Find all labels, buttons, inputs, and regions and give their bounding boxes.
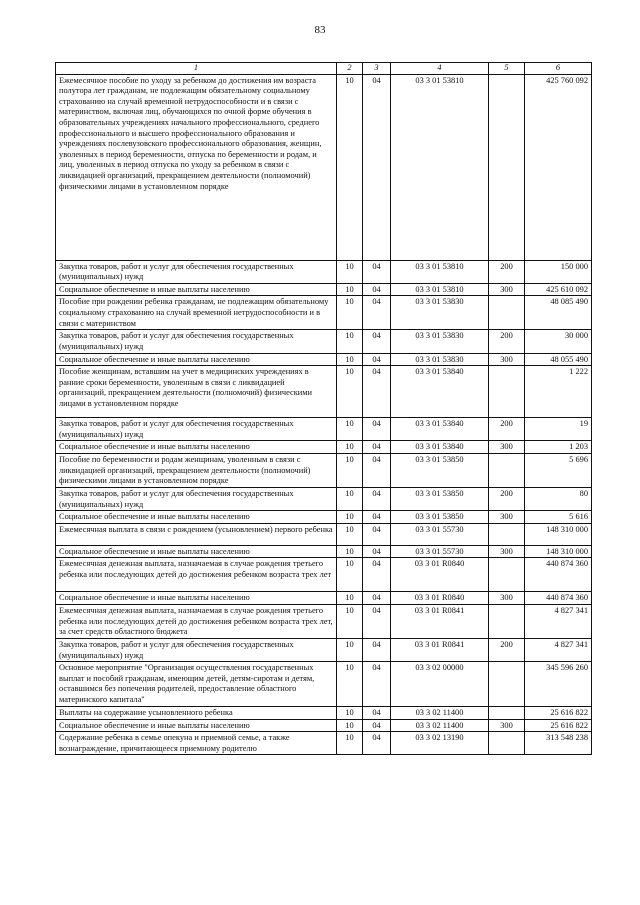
target-article-cell: 03 3 01 55730 <box>391 545 489 558</box>
subsection-cell: 04 <box>363 511 391 524</box>
section-cell: 10 <box>337 719 363 732</box>
expense-type-cell: 300 <box>489 441 525 454</box>
amount-cell: 440 874 360 <box>525 592 592 605</box>
section-cell: 10 <box>337 511 363 524</box>
row-name-cell: Ежемесячная денежная выплата, назначаемая в случае рождения третьего ребенка или последующих детей до достижения ребенком возраста трех лет, за счет средств областного бюджета <box>56 604 337 638</box>
amount-cell: 30 000 <box>525 330 592 353</box>
amount-cell: 19 <box>525 418 592 441</box>
row-name-cell: Социальное обеспечение и иные выплаты населению <box>56 353 337 366</box>
expense-type-cell <box>489 707 525 720</box>
subsection-cell: 04 <box>363 441 391 454</box>
table-row <box>56 453 592 487</box>
expense-type-cell: 200 <box>489 330 525 353</box>
row-name-cell: Закупка товаров, работ и услуг для обеспечения государственных (муниципальных) нужд <box>56 330 337 353</box>
subsection-cell: 04 <box>363 487 391 510</box>
section-cell: 10 <box>337 296 363 330</box>
expense-type-cell: 300 <box>489 283 525 296</box>
amount-cell: 440 874 360 <box>525 558 592 592</box>
target-article-cell: 03 3 01 53810 <box>391 260 489 283</box>
table-row <box>56 260 592 283</box>
amount-cell: 345 596 260 <box>525 662 592 707</box>
column-number-row <box>56 63 592 75</box>
row-name-cell: Ежемесячная выплата в связи с рождением (усыновлением) первого ребенка <box>56 523 337 545</box>
table-row <box>56 604 592 638</box>
expense-type-cell <box>489 74 525 260</box>
section-cell: 10 <box>337 523 363 545</box>
target-article-cell: 03 3 01 55730 <box>391 523 489 545</box>
expense-type-cell <box>489 453 525 487</box>
row-name-cell: Социальное обеспечение и иные выплаты населению <box>56 283 337 296</box>
row-name-cell: Социальное обеспечение и иные выплаты населению <box>56 511 337 524</box>
table-row <box>56 511 592 524</box>
row-name-cell: Пособие по беременности и родам женщинам, уволенным в связи с ликвидацией организаций, прекращением деятельности (полномочий) физическими лицами в установленном порядке <box>56 453 337 487</box>
expense-type-cell <box>489 296 525 330</box>
section-cell: 10 <box>337 418 363 441</box>
target-article-cell: 03 3 01 53830 <box>391 330 489 353</box>
table-row <box>56 366 592 418</box>
amount-cell: 48 085 490 <box>525 296 592 330</box>
target-article-cell: 03 3 01 53850 <box>391 453 489 487</box>
target-article-cell: 03 3 01 53850 <box>391 487 489 510</box>
target-article-cell: 03 3 02 11400 <box>391 707 489 720</box>
amount-cell: 4 827 341 <box>525 638 592 661</box>
expense-type-cell: 200 <box>489 260 525 283</box>
column-header: 3 <box>363 63 391 75</box>
table-row <box>56 296 592 330</box>
amount-cell: 1 222 <box>525 366 592 418</box>
row-name-cell: Закупка товаров, работ и услуг для обеспечения государственных (муниципальных) нужд <box>56 487 337 510</box>
amount-cell: 4 827 341 <box>525 604 592 638</box>
section-cell: 10 <box>337 453 363 487</box>
amount-cell: 25 616 822 <box>525 707 592 720</box>
column-header: 2 <box>337 63 363 75</box>
section-cell: 10 <box>337 707 363 720</box>
expense-type-cell: 300 <box>489 511 525 524</box>
row-name-cell: Закупка товаров, работ и услуг для обеспечения государственных (муниципальных) нужд <box>56 418 337 441</box>
subsection-cell: 04 <box>363 74 391 260</box>
table-row <box>56 707 592 720</box>
expense-type-cell: 200 <box>489 638 525 661</box>
section-cell: 10 <box>337 487 363 510</box>
subsection-cell: 04 <box>363 707 391 720</box>
subsection-cell: 04 <box>363 662 391 707</box>
subsection-cell: 04 <box>363 592 391 605</box>
row-name-cell: Содержание ребенка в семье опекуна и приемной семье, а также вознаграждение, причитающееся приемному родителю <box>56 732 337 755</box>
section-cell: 10 <box>337 558 363 592</box>
section-cell: 10 <box>337 74 363 260</box>
section-cell: 10 <box>337 545 363 558</box>
row-name-cell: Закупка товаров, работ и услуг для обеспечения государственных (муниципальных) нужд <box>56 260 337 283</box>
column-header: 4 <box>391 63 489 75</box>
column-header: 5 <box>489 63 525 75</box>
expense-type-cell <box>489 662 525 707</box>
table-row <box>56 487 592 510</box>
expense-type-cell <box>489 604 525 638</box>
target-article-cell: 03 3 01 53810 <box>391 74 489 260</box>
row-name-cell: Социальное обеспечение и иные выплаты населению <box>56 719 337 732</box>
table-row <box>56 283 592 296</box>
target-article-cell: 03 3 01 R0840 <box>391 592 489 605</box>
table-row <box>56 523 592 545</box>
table-row <box>56 441 592 454</box>
section-cell: 10 <box>337 732 363 755</box>
subsection-cell: 04 <box>363 545 391 558</box>
target-article-cell: 03 3 01 R0840 <box>391 558 489 592</box>
row-name-cell: Закупка товаров, работ и услуг для обеспечения государственных (муниципальных) нужд <box>56 638 337 661</box>
table-row <box>56 418 592 441</box>
table-row <box>56 330 592 353</box>
section-cell: 10 <box>337 592 363 605</box>
section-cell: 10 <box>337 260 363 283</box>
expense-type-cell <box>489 732 525 755</box>
subsection-cell: 04 <box>363 558 391 592</box>
amount-cell: 148 310 000 <box>525 545 592 558</box>
subsection-cell: 04 <box>363 418 391 441</box>
table-row <box>56 74 592 260</box>
expense-type-cell <box>489 523 525 545</box>
subsection-cell: 04 <box>363 523 391 545</box>
target-article-cell: 03 3 02 11400 <box>391 719 489 732</box>
column-header: 1 <box>56 63 337 75</box>
row-name-cell: Выплаты на содержание усыновленного ребенка <box>56 707 337 720</box>
target-article-cell: 03 3 01 R0841 <box>391 604 489 638</box>
target-article-cell: 03 3 01 53850 <box>391 511 489 524</box>
target-article-cell: 03 3 01 53840 <box>391 441 489 454</box>
section-cell: 10 <box>337 662 363 707</box>
section-cell: 10 <box>337 604 363 638</box>
subsection-cell: 04 <box>363 719 391 732</box>
amount-cell: 313 548 238 <box>525 732 592 755</box>
amount-cell: 425 760 092 <box>525 74 592 260</box>
section-cell: 10 <box>337 283 363 296</box>
row-name-cell: Ежемесячное пособие по уходу за ребенком до достижения им возраста полутора лет гражданам, не подлежащим обязательному социальному страхованию на случай временной нетрудоспособности и в связи с материнством, включая лиц, обучающихся по очной форме обучения в образовательных учреждениях начального профессионального, среднего профессионального и высшего профессионального образования и учреждениях послевузовского профессионального образования, женщин, уволенных в период беременности, отпуска по беременности и родам, и лиц, уволенных в период отпуска по уходу за ребенком в связи с ликвидацией организаций, прекращением деятельности (полномочий) физическими лицами в установленном порядке <box>56 74 337 260</box>
expense-type-cell: 200 <box>489 418 525 441</box>
subsection-cell: 04 <box>363 353 391 366</box>
row-name-cell: Пособие при рождении ребенка гражданам, не подлежащим обязательному социальному страхованию на случай временной нетрудоспособности и в связи с материнством <box>56 296 337 330</box>
amount-cell: 150 000 <box>525 260 592 283</box>
subsection-cell: 04 <box>363 283 391 296</box>
target-article-cell: 03 3 01 53840 <box>391 366 489 418</box>
amount-cell: 5 696 <box>525 453 592 487</box>
row-name-cell: Пособие женщинам, вставшим на учет в медицинских учреждениях в ранние сроки беременности, уволенным в связи с ликвидацией организаций, прекращением деятельности (полномочий) физическими лицами в установленном порядке <box>56 366 337 418</box>
subsection-cell: 04 <box>363 260 391 283</box>
amount-cell: 48 055 490 <box>525 353 592 366</box>
table-row <box>56 662 592 707</box>
expense-type-cell: 300 <box>489 592 525 605</box>
table-row <box>56 592 592 605</box>
target-article-cell: 03 3 01 53810 <box>391 283 489 296</box>
section-cell: 10 <box>337 330 363 353</box>
amount-cell: 5 616 <box>525 511 592 524</box>
target-article-cell: 03 3 01 53830 <box>391 353 489 366</box>
section-cell: 10 <box>337 366 363 418</box>
target-article-cell: 03 3 01 R0841 <box>391 638 489 661</box>
target-article-cell: 03 3 02 00000 <box>391 662 489 707</box>
subsection-cell: 04 <box>363 366 391 418</box>
amount-cell: 1 203 <box>525 441 592 454</box>
target-article-cell: 03 3 02 13190 <box>391 732 489 755</box>
amount-cell: 25 616 822 <box>525 719 592 732</box>
table-row <box>56 545 592 558</box>
table-row <box>56 558 592 592</box>
section-cell: 10 <box>337 353 363 366</box>
row-name-cell: Основное мероприятие "Организация осуществления государственных выплат и пособий гражданам, имеющим детей, детям-сиротам и детям, оставшимся без попечения родителей, предоставление областного материнского капитала" <box>56 662 337 707</box>
subsection-cell: 04 <box>363 330 391 353</box>
column-header: 6 <box>525 63 592 75</box>
subsection-cell: 04 <box>363 453 391 487</box>
table-row <box>56 732 592 755</box>
table-row <box>56 719 592 732</box>
expense-type-cell: 200 <box>489 487 525 510</box>
page-number: 83 <box>314 24 326 36</box>
subsection-cell: 04 <box>363 296 391 330</box>
table-row <box>56 638 592 661</box>
budget-table <box>55 62 592 755</box>
subsection-cell: 04 <box>363 604 391 638</box>
row-name-cell: Социальное обеспечение и иные выплаты населению <box>56 592 337 605</box>
row-name-cell: Ежемесячная денежная выплата, назначаемая в случае рождения третьего ребенка или последующих детей до достижения ребенком возраста трех лет <box>56 558 337 592</box>
expense-type-cell <box>489 558 525 592</box>
subsection-cell: 04 <box>363 732 391 755</box>
expense-type-cell: 300 <box>489 353 525 366</box>
row-name-cell: Социальное обеспечение и иные выплаты населению <box>56 545 337 558</box>
row-name-cell: Социальное обеспечение и иные выплаты населению <box>56 441 337 454</box>
table-row <box>56 353 592 366</box>
expense-type-cell: 300 <box>489 545 525 558</box>
target-article-cell: 03 3 01 53830 <box>391 296 489 330</box>
expense-type-cell: 300 <box>489 719 525 732</box>
amount-cell: 425 610 092 <box>525 283 592 296</box>
target-article-cell: 03 3 01 53840 <box>391 418 489 441</box>
expense-type-cell <box>489 366 525 418</box>
section-cell: 10 <box>337 638 363 661</box>
amount-cell: 148 310 000 <box>525 523 592 545</box>
section-cell: 10 <box>337 441 363 454</box>
amount-cell: 80 <box>525 487 592 510</box>
subsection-cell: 04 <box>363 638 391 661</box>
